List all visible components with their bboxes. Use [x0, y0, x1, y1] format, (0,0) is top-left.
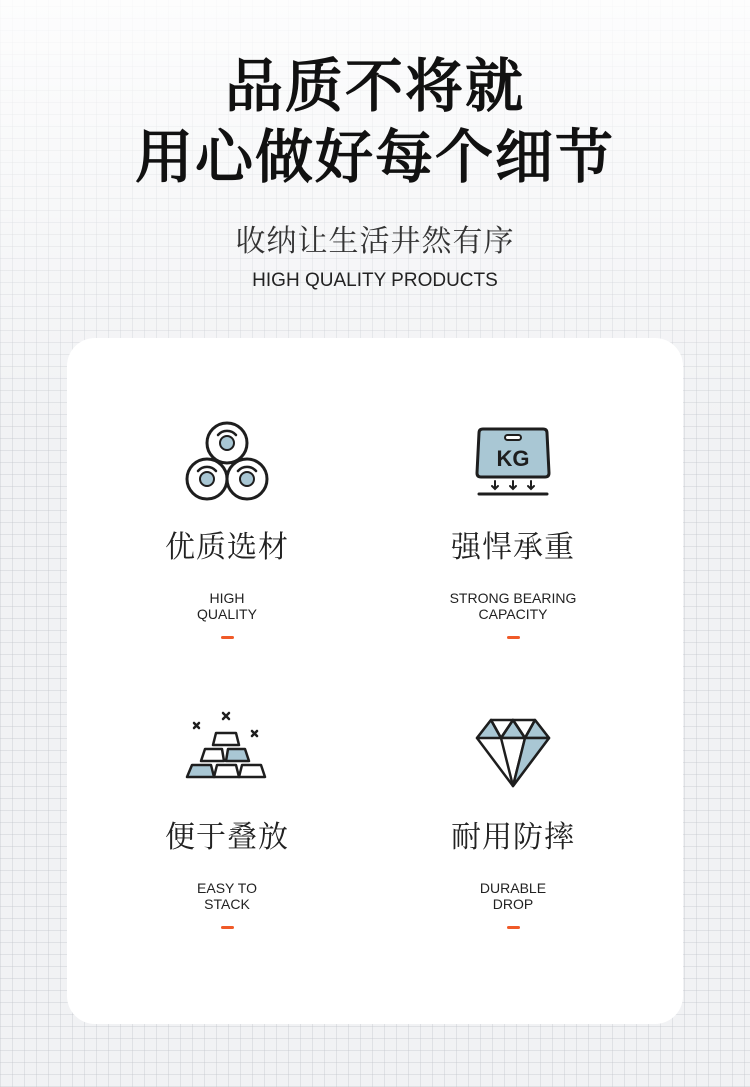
diamond-icon — [473, 714, 553, 790]
feature-english: DURABLE DROP — [479, 880, 547, 912]
kg-weight-icon — [473, 423, 553, 501]
features-card — [67, 338, 683, 1024]
feature-english: EASY TO STACK — [197, 880, 257, 912]
feature-high-quality — [87, 418, 367, 639]
accent-dash — [507, 636, 520, 639]
kg-label: KG — [496, 446, 530, 471]
headline-line-2: 用心做好每个细节 — [134, 123, 615, 191]
accent-dash — [221, 926, 234, 929]
accent-dash — [221, 636, 234, 639]
rolls-icon — [182, 419, 272, 505]
feature-title: 强悍承重 — [451, 530, 575, 565]
feature-title: 优质选材 — [165, 530, 289, 565]
subtitle-english: HIGH QUALITY PRODUCTS — [252, 270, 498, 291]
feature-strong-bearing — [373, 418, 653, 639]
subtitle-chinese: 收纳让生活井然有序 — [235, 224, 515, 259]
feature-english: HIGH QUALITY — [197, 590, 257, 622]
feature-title: 便于叠放 — [165, 820, 289, 855]
feature-title: 耐用防摔 — [451, 820, 575, 855]
headline-line-1: 品质不将就 — [224, 52, 525, 120]
feature-english: STRONG BEARING CAPACITY — [449, 590, 577, 622]
feature-durable-drop — [373, 708, 653, 929]
accent-dash — [507, 926, 520, 929]
stacked-bars-icon — [182, 709, 272, 795]
feature-easy-to-stack — [87, 708, 367, 929]
